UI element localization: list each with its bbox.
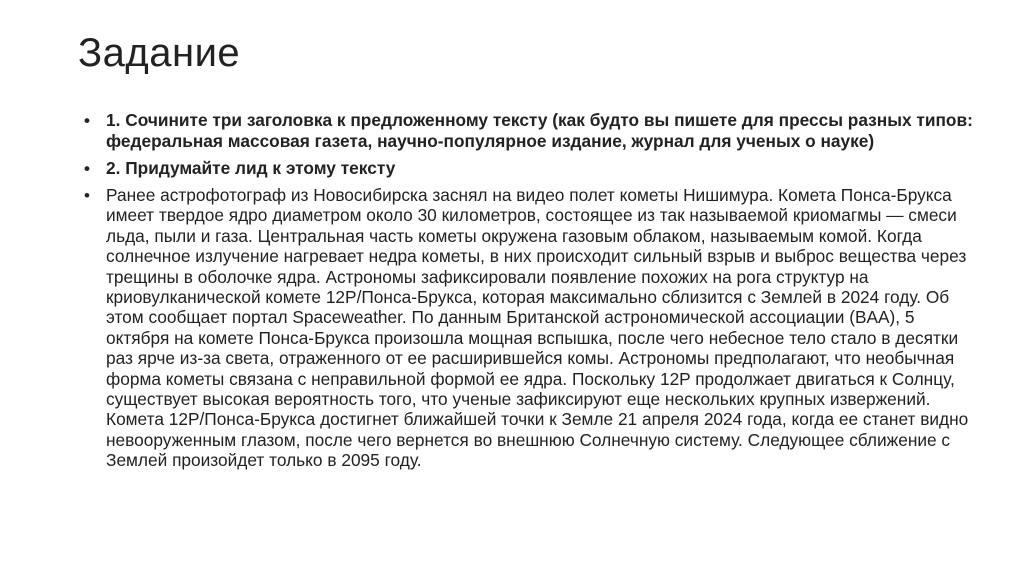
bullet-text-task-1: 1. Сочините три заголовка к предложенному тексту (как будто вы пишете для прессы разных типов: федеральная массовая газета, научно-популярное издание, журнал для ученых о науке) [106, 110, 973, 151]
bullet-list [78, 110, 978, 477]
bullet-marker: • [84, 186, 90, 205]
bullet-marker: • [84, 111, 90, 130]
bullet-item-article [78, 185, 978, 471]
bullet-text-task-2: 2. Придумайте лид к этому тексту [106, 158, 396, 178]
bullet-item-task-2 [78, 158, 978, 179]
bullet-marker: • [84, 159, 90, 178]
bullet-item-task-1 [78, 110, 978, 152]
slide-title: Задание [78, 31, 241, 75]
article-text: Ранее астрофотограф из Новосибирска заснял на видео полет кометы Нишимура. Комета Понса-Брукса имеет твердое ядро диаметром около 30 километров, состоящее из так называемой криомагмы — смеси льда, пыли и газа. Центральная часть кометы окружена газовым облаком, называемым комой. Когда солнечное излучение нагревает недра кометы, в них происходит сильный взрыв и выброс вещества через трещины в оболочке ядра. Астрономы зафиксировали появление похожих на рога структур на криовулканической комете 12P/Понса-Брукса, которая максимально сблизится с Землей в 2024 году. Об этом сообщает портал Spaceweather. По данным Британской астрономической ассоциации (BAA), 5 октября на комете Понса-Брукса произошла мощная вспышка, после чего небесное тело стало в десятки раз ярче из-за света, отраженного от ее расширившейся комы. Астрономы предполагают, что необычная форма кометы связана с неправильной формой ее ядра. Поскольку 12P продолжает двигаться к Солнцу, существует высокая вероятность того, что ученые зафиксируют еще нескольких крупных извержений. Комета 12P/Понса-Брукса достигнет ближайшей точки к Земле 21 апреля 2024 года, когда ее станет видно невооруженным глазом, после чего вернется во внешнюю Солнечную систему. Следующее сближение с Землей произойдет только в 2095 году. [106, 185, 969, 471]
